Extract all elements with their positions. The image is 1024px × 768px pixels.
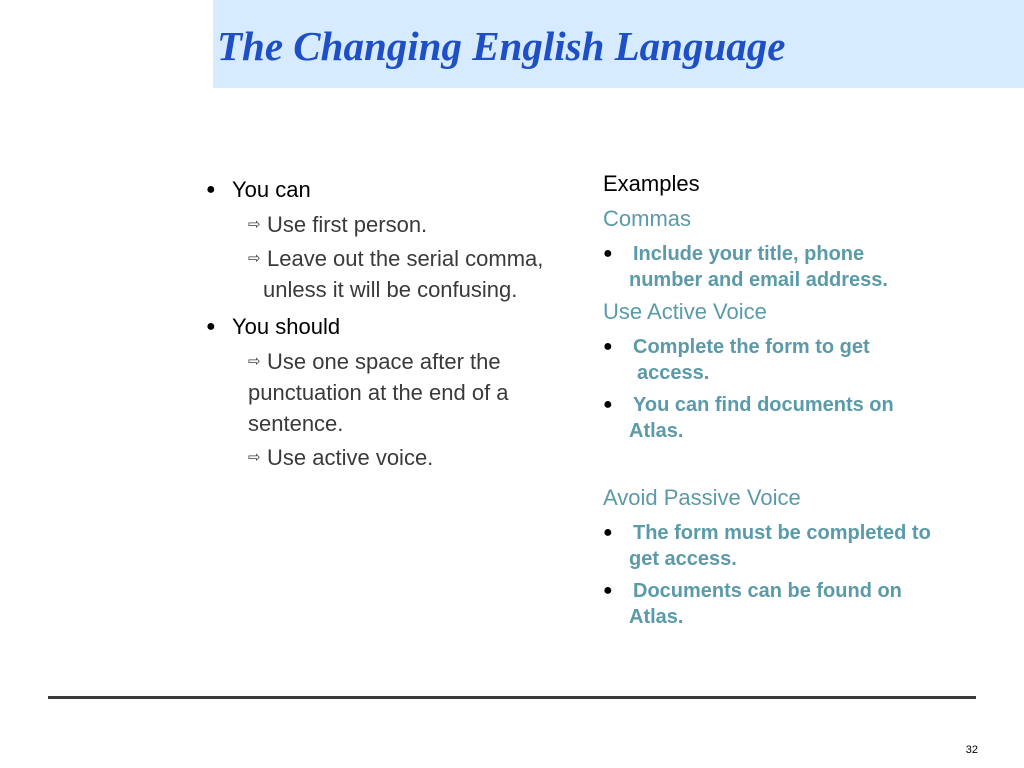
example-line: Include your title, phone bbox=[633, 243, 865, 265]
example-item bbox=[603, 520, 1013, 572]
left-column bbox=[200, 170, 600, 473]
bullet-dot-icon: ● bbox=[603, 338, 613, 355]
example-line: get access. bbox=[629, 548, 737, 570]
example-line: Atlas. bbox=[629, 420, 684, 442]
example-line: You can find documents on bbox=[633, 394, 894, 416]
example-line: The form must be completed to bbox=[633, 522, 931, 544]
sub-bullet-line: Use one space after the bbox=[267, 349, 501, 374]
section-active-voice: Use Active Voice bbox=[603, 299, 767, 324]
arrow-right-icon: ⇨ bbox=[248, 250, 261, 267]
example-line: number and email address. bbox=[629, 269, 888, 291]
sub-bullet-line: Leave out the serial comma, bbox=[267, 246, 544, 271]
bullet-you-can bbox=[200, 174, 600, 206]
example-item bbox=[603, 392, 1013, 444]
bullet-dot-icon: ● bbox=[603, 396, 613, 413]
bullet-dot-icon: ● bbox=[603, 524, 613, 541]
example-line: Complete the form to get bbox=[633, 336, 870, 358]
arrow-right-icon: ⇨ bbox=[248, 449, 261, 466]
bullet-dot-icon: ● bbox=[206, 181, 216, 198]
bullet-label: You should bbox=[232, 314, 341, 339]
title-bar bbox=[213, 0, 1024, 88]
section-commas: Commas bbox=[603, 206, 692, 231]
bullet-dot-icon: ● bbox=[206, 318, 216, 335]
example-item bbox=[603, 241, 1013, 293]
bullet-dot-icon: ● bbox=[603, 245, 613, 262]
example-line: Atlas. bbox=[629, 606, 684, 628]
right-column bbox=[603, 168, 1013, 630]
footer-divider bbox=[48, 696, 976, 699]
sub-bullet-text bbox=[248, 346, 600, 439]
arrow-right-icon: ⇨ bbox=[248, 353, 261, 370]
examples-heading: Examples bbox=[603, 171, 700, 196]
sub-bullet-text: Use first person. bbox=[267, 212, 428, 237]
bullet-you-should bbox=[200, 311, 600, 343]
page-number: 32 bbox=[965, 744, 978, 756]
example-item bbox=[603, 334, 1013, 386]
arrow-right-icon: ⇨ bbox=[248, 216, 261, 233]
sub-bullet-line: punctuation at the end of a bbox=[248, 380, 509, 405]
sub-bullet bbox=[200, 209, 600, 240]
sub-bullet-text: Use active voice. bbox=[267, 445, 434, 470]
bullet-label: You can bbox=[232, 177, 311, 202]
sub-bullet bbox=[200, 346, 600, 439]
bullet-dot-icon: ● bbox=[603, 582, 613, 599]
sub-bullet-text bbox=[248, 243, 600, 305]
example-line: Documents can be found on bbox=[633, 580, 902, 602]
sub-bullet-line: unless it will be confusing. bbox=[263, 277, 518, 302]
sub-bullet bbox=[200, 243, 600, 305]
sub-bullet-line: sentence. bbox=[248, 411, 344, 436]
example-item bbox=[603, 578, 1013, 630]
sub-bullet bbox=[200, 442, 600, 473]
example-line: access. bbox=[637, 362, 710, 384]
slide-title: The Changing English Language bbox=[217, 23, 786, 69]
section-passive-voice: Avoid Passive Voice bbox=[603, 485, 801, 510]
